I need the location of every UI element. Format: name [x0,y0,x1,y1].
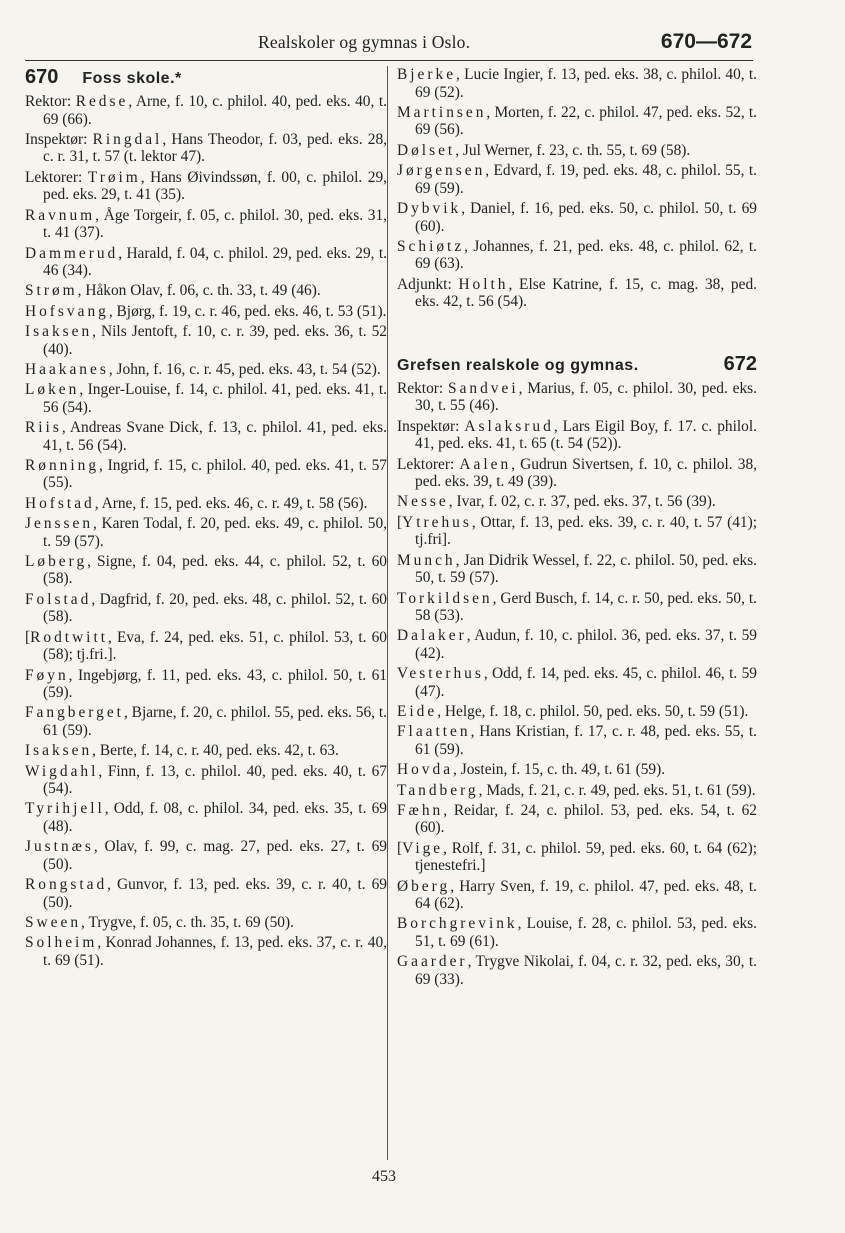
staff-surname: Bjerke [397,66,457,83]
staff-details: , Daniel, f. 16, ped. eks. 50, c. philol. 50, t. 69 (60). [415,199,757,235]
staff-details: , Harald, f. 04, c. philol. 29, ped. eks. 29, t. 46 (34). [43,244,387,280]
staff-details: , Ingebjørg, f. 11, ped. eks. 43, c. philol. 50, t. 61 (59). [43,666,387,702]
staff-details: , Audun, f. 10, c. philol. 36, ped. eks. 37, t. 59 (42). [415,627,757,662]
staff-details: , Dagfrid, f. 20, ped. eks. 48, c. philol. 52, t. 60 (58). [43,590,387,626]
staff-surname: Flaatten [397,723,471,741]
staff-entry [397,953,757,988]
staff-surname: Solheim [25,934,98,952]
staff-entry [397,802,757,837]
staff-surname: Martinsen [397,103,487,121]
staff-entry [25,381,387,416]
staff-surname: Torkildsen [397,589,493,607]
staff-details: , Lars Eigil Boy, f. 17. c. philol. 41, ped. eks. 41, t. 65 (t. 54 (52)). [415,417,757,453]
entry-prefix: Inspektør: [397,417,465,435]
staff-entry [25,282,387,300]
right-column [397,66,757,991]
staff-details: , Marius, f. 05, c. philol. 30, ped. eks. 30, t. 55 (46). [415,379,757,415]
staff-details: , Bjørg, f. 19, c. r. 46, ped. eks. 46, t. 53 (51). [108,302,387,320]
staff-details: , Konrad Johannes, f. 13, ped. eks. 37, c. r. 40, t. 69 (51). [43,934,387,969]
staff-entry [25,457,387,492]
staff-details: , Hans Øivindssøn, f. 00, c. philol. 29, ped. eks. 29, t. 41 (35). [43,168,387,204]
staff-entry [397,723,757,758]
staff-details: , Gudrun Sivertsen, f. 10, c. philol. 38, ped. eks. 39, t. 49 (39). [415,455,757,491]
staff-entry [397,142,757,160]
running-title: Realskoler og gymnas i Oslo. [258,32,471,52]
staff-surname: Fæhn [397,801,444,819]
staff-details: , Trygve, f. 05, c. th. 35, t. 69 (50). [81,914,294,932]
staff-entry [397,380,757,415]
staff-surname: Løberg [25,552,88,570]
staff-details: , Trygve Nikolai, f. 04, c. r. 32, ped. eks, 30, t. 69 (33). [415,953,757,988]
staff-details: , Johannes, f. 21, ped. eks. 48, c. philol. 62, t. 69 (63). [415,237,757,273]
staff-surname: Føyn [25,666,69,684]
staff-entry [397,104,757,139]
staff-surname: Eide [397,703,438,721]
page-range: 670—672 [660,30,752,53]
staff-entry [25,591,387,626]
staff-surname: Dybvik [397,199,462,217]
staff-entry [25,515,387,550]
staff-entry [397,200,757,235]
entry-prefix: [ [397,839,403,857]
staff-details: , John, f. 16, c. r. 45, ped. eks. 43, t. 54 (52). [108,360,381,378]
right-entry-list [397,380,757,989]
staff-entry [397,238,757,273]
staff-entry [397,514,757,549]
staff-entry [397,627,757,662]
staff-surname: Gaarder [397,953,468,971]
staff-details: , Finn, f. 13, c. philol. 40, ped. eks. 40, t. 67 (54). [43,762,387,798]
entry-prefix: [ [25,628,31,646]
staff-entry [25,934,387,969]
staff-details: , Arne, f. 10, c. philol. 40, ped. eks. 40, t. 69 (66). [43,93,387,128]
staff-surname: Hofstad [25,494,95,512]
staff-entry [25,763,387,798]
staff-details: , Jan Didrik Wessel, f. 22, c. philol. 50, ped. eks. 50, t. 59 (57). [415,551,757,587]
staff-surname: Isaksen [25,742,93,760]
staff-details: , Ivar, f. 02, c. r. 37, ped. eks. 37, t. 56 (39). [448,493,716,511]
staff-surname: Jenssen [25,515,94,532]
staff-entry [397,493,757,511]
staff-entry [25,742,387,760]
left-column [25,66,387,972]
staff-details: , Berte, f. 14, c. r. 40, ped. eks. 42, t. 63. [92,742,339,760]
staff-entry [25,704,387,739]
staff-entry [397,703,757,721]
staff-details: , Odd, f. 14, ped. eks. 45, c. philol. 46, t. 59 (47). [415,665,757,700]
staff-details: , Åge Torgeir, f. 05, c. philol. 30, ped. eks. 31, t. 41 (37). [43,206,387,242]
entry-prefix: Inspektør: [25,130,93,148]
staff-surname: Borchgrevink [397,915,518,933]
staff-surname: Holth [458,275,509,293]
staff-surname: Tyrihjell [25,800,105,818]
staff-details: , Gunvor, f. 13, ped. eks. 39, c. r. 40, t. 69 (50). [43,876,387,911]
staff-details: , Olav, f. 99, c. mag. 27, ped. eks. 27, t. 69 (50). [43,838,387,873]
staff-surname: Ravnum [25,206,96,224]
continued-entry-list [397,66,757,311]
school-name: Foss skole.* [82,70,182,87]
staff-surname: Jørgensen [397,162,486,180]
staff-surname: Nesse [397,493,449,511]
staff-surname: Dølset [397,141,456,159]
school-number: 672 [723,352,757,375]
staff-entry [397,915,757,950]
staff-entry [25,303,387,321]
staff-surname: Trøim [87,168,141,186]
staff-details: , Nils Jentoft, f. 10, c. r. 39, ped. eks. 36, t. 52 (40). [43,322,387,358]
staff-entry [25,800,387,835]
staff-entry [397,276,757,311]
staff-entry [25,131,387,166]
staff-details: , Morten, f. 22, c. philol. 47, ped. eks. 52, t. 69 (56). [415,103,757,139]
school-number: 670 [25,66,59,88]
staff-entry [397,162,757,197]
staff-details: , Else Katrine, f. 15, c. mag. 38, ped. eks. 42, t. 56 (54). [415,275,757,311]
staff-details: , Odd, f. 08, c. philol. 34, ped. eks. 35, t. 69 (48). [43,800,387,835]
staff-details: , Karen Todal, f. 20, ped. eks. 49, c. philol. 50, t. 59 (57). [43,515,387,550]
staff-details: , Helge, f. 18, c. philol. 50, ped. eks. 50, t. 59 (51). [437,703,749,721]
staff-surname: Rodtwitt [30,628,109,646]
staff-surname: Sween [25,914,82,932]
staff-surname: Vige [402,839,444,857]
staff-details: , Jul Werner, f. 23, c. th. 55, t. 69 (58). [455,141,691,159]
staff-entry [397,878,757,913]
staff-details: , Harry Sven, f. 19, c. philol. 47, ped. eks. 48, t. 64 (62). [415,877,757,913]
staff-surname: Tandberg [397,781,479,799]
staff-entry [397,665,757,700]
staff-surname: Ringdal [92,130,163,148]
staff-entry [397,840,757,875]
staff-details: , Rolf, f. 31, c. philol. 59, ped. eks. 60, t. 64 (62); tjenestefri.] [415,839,757,875]
staff-entry [25,169,387,204]
staff-entry [25,245,387,280]
staff-surname: Øberg [397,877,451,895]
staff-details: , Inger-Louise, f. 14, c. philol. 41, ped. eks. 41, t. 56 (54). [43,381,387,416]
staff-entry [25,93,387,128]
staff-entry [25,667,387,702]
staff-surname: Redse [75,93,129,110]
staff-details: , Gerd Busch, f. 14, c. r. 50, ped. eks. 50, t. 58 (53). [415,589,757,625]
staff-details: , Arne, f. 15, ped. eks. 46, c. r. 49, t. 58 (56). [94,494,368,512]
staff-surname: Aslaksrud [464,417,554,435]
entry-prefix: Lektorer: [25,168,88,186]
entry-prefix: [ [397,513,403,531]
staff-entry [397,418,757,453]
staff-details: , Eva, f. 24, ped. eks. 51, c. philol. 53, t. 60 (58); tj.fri.]. [43,628,387,664]
staff-details: , Signe, f. 04, ped. eks. 44, c. philol. 52, t. 60 (58). [43,552,387,588]
staff-surname: Dammerud [25,244,119,262]
staff-entry [397,66,757,101]
page-header [0,26,845,60]
staff-surname: Strøm [25,282,78,300]
staff-details: , Ingrid, f. 15, c. philol. 40, ped. eks. 41, t. 57 (55). [43,456,387,492]
staff-surname: Rongstad [25,876,108,894]
staff-surname: Rønning [25,456,100,474]
staff-entry [397,782,757,800]
staff-surname: Dalaker [397,627,467,645]
staff-details: , Louise, f. 28, c. philol. 53, ped. eks. 51, t. 69 (61). [415,915,757,951]
staff-details: , Håkon Olav, f. 06, c. th. 33, t. 49 (46). [77,282,321,300]
page-number: 453 [372,1168,396,1185]
header-rule [25,60,753,61]
staff-entry [25,914,387,932]
staff-details: , Bjarne, f. 20, c. philol. 55, ped. eks. 56, t. 61 (59). [43,704,387,739]
staff-details: , Ottar, f. 13, ped. eks. 39, c. r. 40, t. 57 (41); tj.fri]. [415,513,757,549]
staff-surname: Aalen [459,455,512,473]
staff-details: , Hans Theodor, f. 03, ped. eks. 28, c. r. 31, t. 57 (t. lektor 47). [43,130,387,166]
staff-entry [25,838,387,873]
staff-entry [25,419,387,454]
staff-details: , Andreas Svane Dick, f. 13, c. philol. 41, ped. eks. 41, t. 56 (54). [43,418,387,454]
staff-details: , Edvard, f. 19, ped. eks. 48, c. philol. 55, t. 69 (59). [415,162,757,197]
staff-entry [25,495,387,513]
staff-surname: Haakanes [25,360,109,378]
column-divider [387,66,388,1160]
staff-surname: Isaksen [25,322,93,340]
staff-entry [25,207,387,242]
entry-prefix: Rektor: [397,379,449,397]
staff-surname: Vesterhus [397,665,484,683]
staff-surname: Schiøtz [397,237,465,255]
staff-entry [397,590,757,625]
staff-entry [397,456,757,491]
staff-details: , Hans Kristian, f. 17, c. r. 48, ped. eks. 55, t. 61 (59). [415,723,757,758]
staff-surname: Folstad [25,590,92,608]
staff-surname: Sandvei [448,379,519,397]
staff-surname: Justnæs [25,838,94,856]
entry-prefix: Lektorer: [397,455,460,473]
staff-surname: Hofsvang [25,302,109,320]
staff-details: , Mads, f. 21, c. r. 49, ped. eks. 51, t. 61 (59). [478,781,756,799]
staff-surname: Riis [25,418,62,436]
school-heading-672 [397,353,757,376]
school-heading-670 [25,66,387,89]
staff-surname: Ytrehus [402,513,472,531]
staff-surname: Hovda [397,761,454,779]
staff-entry [25,553,387,588]
staff-entry [25,629,387,664]
staff-entry [25,361,387,379]
staff-entry [397,552,757,587]
staff-details: , Jostein, f. 15, c. th. 49, t. 61 (59). [453,761,666,779]
staff-surname: Munch [397,551,456,569]
staff-entry [25,323,387,358]
staff-surname: Løken [25,381,80,399]
staff-surname: Fangberget [25,704,124,722]
entry-prefix: Adjunkt: [397,275,459,293]
staff-surname: Wigdahl [25,762,99,780]
school-name: Grefsen realskole og gymnas. [397,356,639,374]
staff-details: , Reidar, f. 24, c. philol. 53, ped. eks. 54, t. 62 (60). [415,801,757,837]
staff-details: , Lucie Ingier, f. 13, ped. eks. 38, c. philol. 40, t. 69 (52). [415,66,757,101]
staff-entry [25,876,387,911]
left-entry-list [25,93,387,970]
staff-entry [397,761,757,779]
entry-prefix: Rektor: [25,93,76,110]
